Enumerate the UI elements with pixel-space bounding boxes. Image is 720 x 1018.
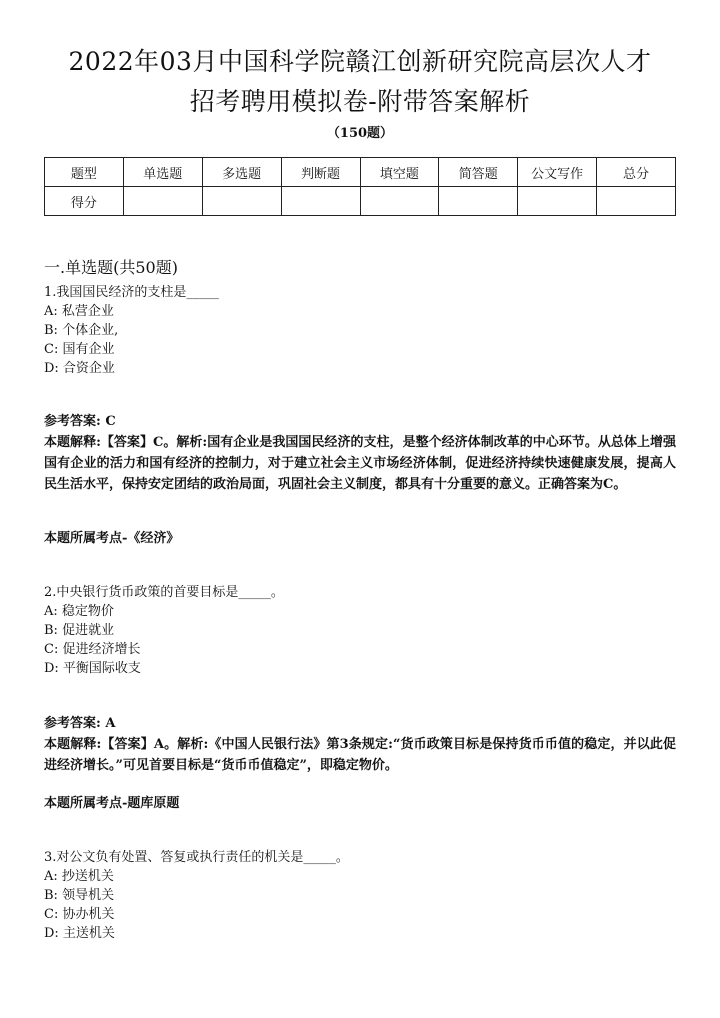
- question-count: （150题）: [326, 126, 394, 141]
- score-header-cell: 简答题: [439, 158, 518, 187]
- score-table-score-row: [45, 187, 676, 216]
- section-title: 一.单选题(共50题): [44, 258, 178, 277]
- score-header-cell: 公文写作: [518, 158, 597, 187]
- score-table: [44, 157, 676, 216]
- score-header-cell: 判断题: [281, 158, 360, 187]
- question-stem: 2.中央银行货币政策的首要目标是_____。: [44, 585, 284, 600]
- score-header-cell: 总分: [597, 158, 676, 187]
- score-header-cell: 单选题: [123, 158, 202, 187]
- knowledge-point: 本题所属考点-《经济》: [44, 531, 180, 546]
- score-cell: [360, 187, 439, 216]
- option-a: A: 抄送机关: [44, 869, 114, 884]
- option-c: C: 国有企业: [44, 342, 115, 357]
- explanation: 本题解释:【答案】A。解析:《中国人民银行法》第3条规定:“货币政策目标是保持货币币值的稳定，并以此促进经济增长。”可见首要目标是“货币币值稳定”，即稳定物价。: [44, 737, 676, 773]
- score-cell: [281, 187, 360, 216]
- option-d: D: 平衡国际收支: [44, 661, 141, 676]
- knowledge-point: 本题所属考点-题库原题: [44, 796, 180, 811]
- option-b: B: 领导机关: [44, 888, 115, 903]
- score-header-cell: 填空题: [360, 158, 439, 187]
- score-cell: [597, 187, 676, 216]
- score-cell: [518, 187, 597, 216]
- question-1: [44, 283, 219, 378]
- question-2: [44, 583, 284, 678]
- document-title-line2: 招考聘用模拟卷-附带答案解析: [189, 87, 531, 116]
- answer-key: 参考答案: A: [44, 716, 116, 731]
- answer-block-1: [44, 411, 676, 495]
- score-cell: [202, 187, 281, 216]
- question-3: [44, 848, 349, 943]
- question-stem: 3.对公文负有处置、答复或执行责任的机关是_____。: [44, 850, 349, 865]
- score-cell: [123, 187, 202, 216]
- question-stem: 1.我国国民经济的支柱是_____: [44, 285, 219, 300]
- option-d: D: 合资企业: [44, 361, 115, 376]
- score-cell: [439, 187, 518, 216]
- option-b: B: 个体企业,: [44, 323, 119, 338]
- option-c: C: 协办机关: [44, 907, 115, 922]
- option-b: B: 促进就业: [44, 623, 115, 638]
- explanation: 本题解释:【答案】C。解析:国有企业是我国国民经济的支柱，是整个经济体制改革的中心环节。从总体上增强国有企业的活力和国有经济的控制力，对于建立社会主义市场经济体制，促进经济持续快速健康发展，提高人民生活水平，保持安定团结的政治局面，巩固社会主义制度，都具有十分重要的意义。正确答案为C。: [44, 435, 676, 492]
- document-title-line1: 2022年03月中国科学院赣江创新研究院高层次人才: [68, 47, 652, 76]
- option-a: A: 私营企业: [44, 304, 114, 319]
- score-header-cell: 题型: [45, 158, 124, 187]
- score-row-label: 得分: [45, 187, 124, 216]
- answer-block-2: [44, 713, 676, 776]
- score-table-header-row: [45, 158, 676, 187]
- option-a: A: 稳定物价: [44, 604, 114, 619]
- score-header-cell: 多选题: [202, 158, 281, 187]
- answer-key: 参考答案: C: [44, 414, 116, 429]
- option-c: C: 促进经济增长: [44, 642, 141, 657]
- option-d: D: 主送机关: [44, 926, 115, 941]
